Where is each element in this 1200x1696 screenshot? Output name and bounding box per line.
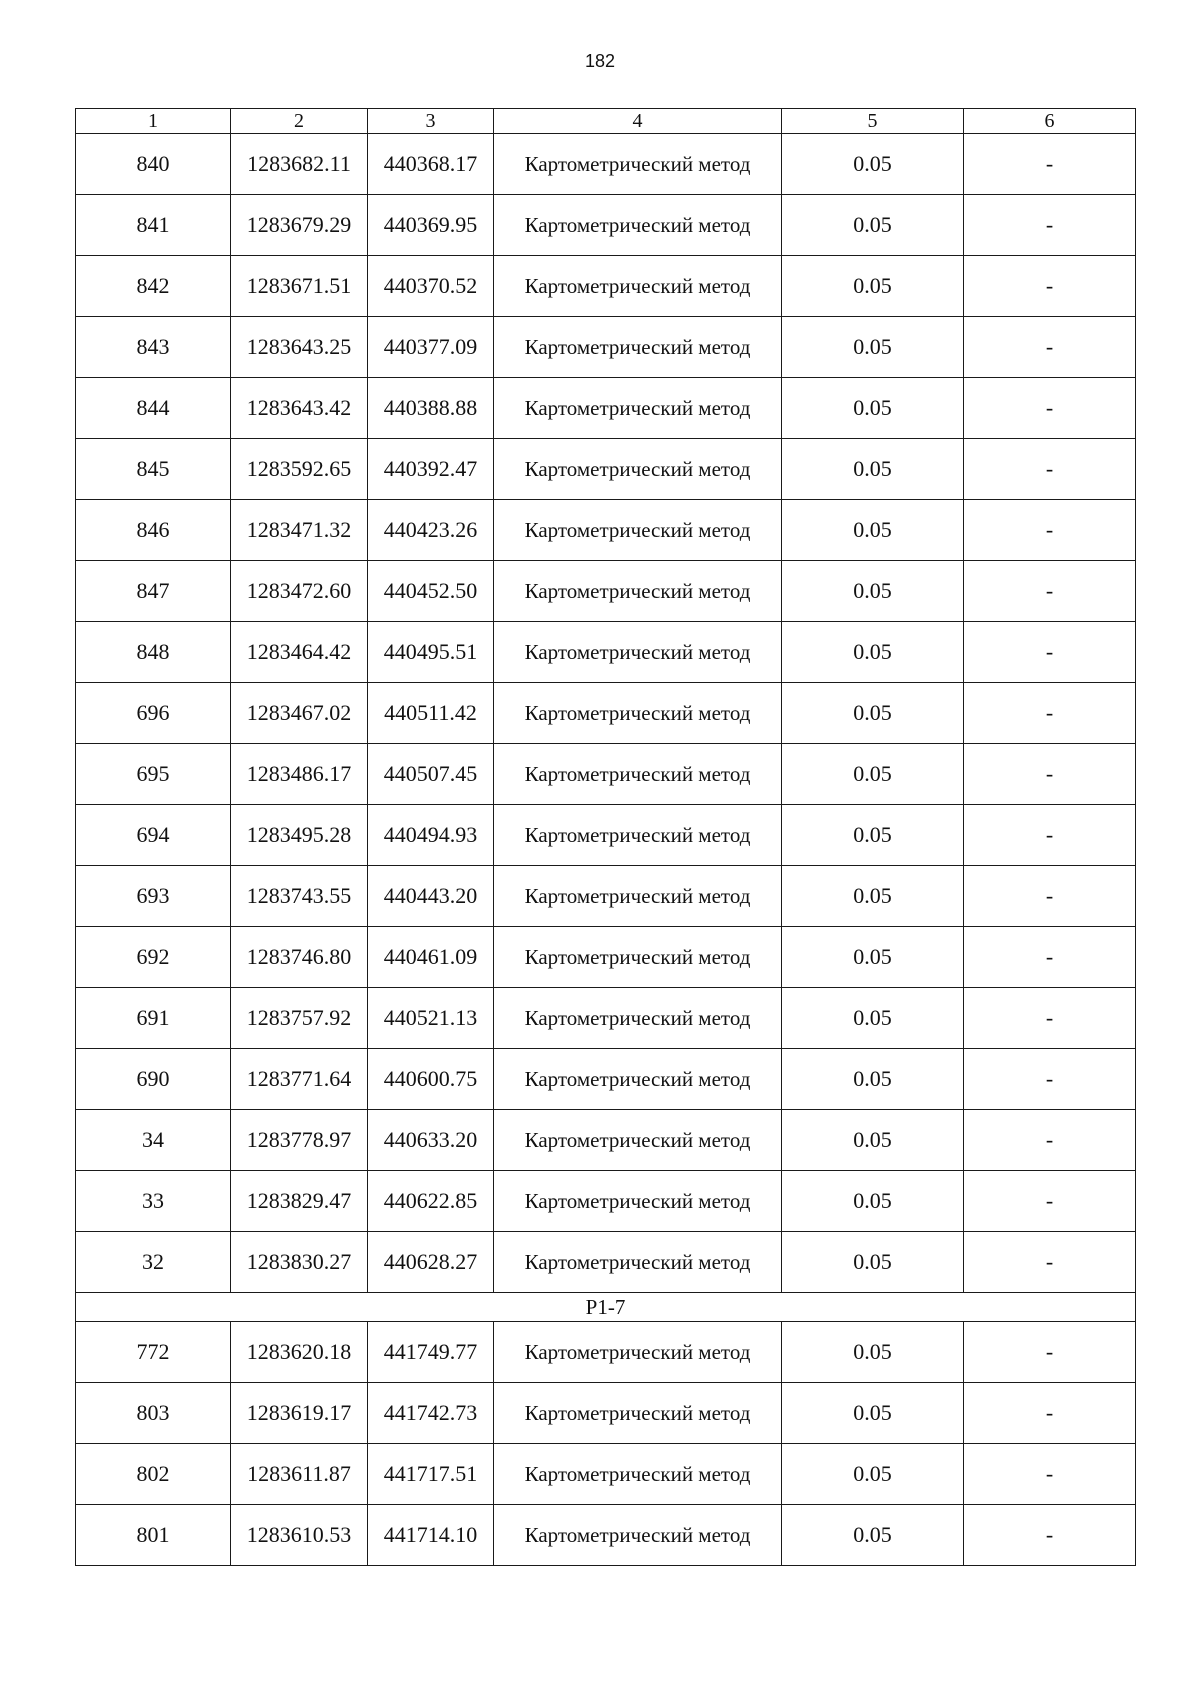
note-cell: - <box>964 683 1136 744</box>
note-cell: - <box>964 1444 1136 1505</box>
method-cell: Картометрический метод <box>494 1444 782 1505</box>
method-cell: Картометрический метод <box>494 1171 782 1232</box>
table-row <box>76 195 1136 256</box>
accuracy-cell: 0.05 <box>782 927 964 988</box>
table-row <box>76 622 1136 683</box>
note-cell: - <box>964 195 1136 256</box>
note-cell: - <box>964 805 1136 866</box>
note-cell: - <box>964 1232 1136 1293</box>
method-cell: Картометрический метод <box>494 1110 782 1171</box>
point-number-cell: 695 <box>76 744 231 805</box>
y-coordinate-cell: 440628.27 <box>368 1232 494 1293</box>
coordinates-table <box>75 108 1136 1566</box>
accuracy-cell: 0.05 <box>782 561 964 622</box>
note-cell: - <box>964 1171 1136 1232</box>
y-coordinate-cell: 440633.20 <box>368 1110 494 1171</box>
y-coordinate-cell: 440388.88 <box>368 378 494 439</box>
method-cell: Картометрический метод <box>494 622 782 683</box>
method-cell: Картометрический метод <box>494 256 782 317</box>
accuracy-cell: 0.05 <box>782 317 964 378</box>
point-number-cell: 843 <box>76 317 231 378</box>
method-cell: Картометрический метод <box>494 439 782 500</box>
method-cell: Картометрический метод <box>494 561 782 622</box>
y-coordinate-cell: 440511.42 <box>368 683 494 744</box>
table-row <box>76 256 1136 317</box>
note-cell: - <box>964 1110 1136 1171</box>
x-coordinate-cell: 1283671.51 <box>231 256 368 317</box>
method-cell: Картометрический метод <box>494 1505 782 1566</box>
accuracy-cell: 0.05 <box>782 683 964 744</box>
table-row <box>76 1110 1136 1171</box>
point-number-cell: 841 <box>76 195 231 256</box>
table-row <box>76 1171 1136 1232</box>
table-row <box>76 1232 1136 1293</box>
accuracy-cell: 0.05 <box>782 500 964 561</box>
accuracy-cell: 0.05 <box>782 1049 964 1110</box>
y-coordinate-cell: 440461.09 <box>368 927 494 988</box>
point-number-cell: 34 <box>76 1110 231 1171</box>
accuracy-cell: 0.05 <box>782 805 964 866</box>
y-coordinate-cell: 440377.09 <box>368 317 494 378</box>
x-coordinate-cell: 1283643.25 <box>231 317 368 378</box>
accuracy-cell: 0.05 <box>782 866 964 927</box>
y-coordinate-cell: 440369.95 <box>368 195 494 256</box>
column-header-6: 6 <box>964 109 1136 134</box>
table-row <box>76 683 1136 744</box>
accuracy-cell: 0.05 <box>782 256 964 317</box>
note-cell: - <box>964 134 1136 195</box>
column-header-5: 5 <box>782 109 964 134</box>
table-row <box>76 744 1136 805</box>
y-coordinate-cell: 440521.13 <box>368 988 494 1049</box>
accuracy-cell: 0.05 <box>782 744 964 805</box>
y-coordinate-cell: 441717.51 <box>368 1444 494 1505</box>
point-number-cell: 690 <box>76 1049 231 1110</box>
method-cell: Картометрический метод <box>494 744 782 805</box>
accuracy-cell: 0.05 <box>782 1171 964 1232</box>
point-number-cell: 801 <box>76 1505 231 1566</box>
x-coordinate-cell: 1283495.28 <box>231 805 368 866</box>
point-number-cell: 693 <box>76 866 231 927</box>
x-coordinate-cell: 1283620.18 <box>231 1322 368 1383</box>
x-coordinate-cell: 1283746.80 <box>231 927 368 988</box>
accuracy-cell: 0.05 <box>782 622 964 683</box>
method-cell: Картометрический метод <box>494 683 782 744</box>
table-row <box>76 805 1136 866</box>
table-row <box>76 439 1136 500</box>
point-number-cell: 847 <box>76 561 231 622</box>
y-coordinate-cell: 440392.47 <box>368 439 494 500</box>
accuracy-cell: 0.05 <box>782 378 964 439</box>
method-cell: Картометрический метод <box>494 134 782 195</box>
x-coordinate-cell: 1283592.65 <box>231 439 368 500</box>
x-coordinate-cell: 1283486.17 <box>231 744 368 805</box>
table-row <box>76 500 1136 561</box>
note-cell: - <box>964 439 1136 500</box>
method-cell: Картометрический метод <box>494 866 782 927</box>
method-cell: Картометрический метод <box>494 1049 782 1110</box>
note-cell: - <box>964 927 1136 988</box>
y-coordinate-cell: 440494.93 <box>368 805 494 866</box>
point-number-cell: 846 <box>76 500 231 561</box>
y-coordinate-cell: 440495.51 <box>368 622 494 683</box>
table-body <box>76 109 1136 1566</box>
table-row <box>76 317 1136 378</box>
x-coordinate-cell: 1283829.47 <box>231 1171 368 1232</box>
table-row <box>76 988 1136 1049</box>
note-cell: - <box>964 1383 1136 1444</box>
point-number-cell: 845 <box>76 439 231 500</box>
column-header-4: 4 <box>494 109 782 134</box>
x-coordinate-cell: 1283472.60 <box>231 561 368 622</box>
y-coordinate-cell: 440443.20 <box>368 866 494 927</box>
accuracy-cell: 0.05 <box>782 988 964 1049</box>
x-coordinate-cell: 1283611.87 <box>231 1444 368 1505</box>
x-coordinate-cell: 1283743.55 <box>231 866 368 927</box>
accuracy-cell: 0.05 <box>782 439 964 500</box>
column-header-2: 2 <box>231 109 368 134</box>
x-coordinate-cell: 1283619.17 <box>231 1383 368 1444</box>
x-coordinate-cell: 1283610.53 <box>231 1505 368 1566</box>
table-row <box>76 927 1136 988</box>
accuracy-cell: 0.05 <box>782 1444 964 1505</box>
note-cell: - <box>964 744 1136 805</box>
table-row <box>76 561 1136 622</box>
point-number-cell: 772 <box>76 1322 231 1383</box>
y-coordinate-cell: 440370.52 <box>368 256 494 317</box>
accuracy-cell: 0.05 <box>782 1505 964 1566</box>
method-cell: Картометрический метод <box>494 988 782 1049</box>
method-cell: Картометрический метод <box>494 1232 782 1293</box>
point-number-cell: 691 <box>76 988 231 1049</box>
x-coordinate-cell: 1283679.29 <box>231 195 368 256</box>
accuracy-cell: 0.05 <box>782 1110 964 1171</box>
x-coordinate-cell: 1283464.42 <box>231 622 368 683</box>
table-row <box>76 1444 1136 1505</box>
page-number: 182 <box>584 51 616 71</box>
x-coordinate-cell: 1283467.02 <box>231 683 368 744</box>
note-cell: - <box>964 256 1136 317</box>
accuracy-cell: 0.05 <box>782 195 964 256</box>
header-row <box>76 109 1136 134</box>
accuracy-cell: 0.05 <box>782 1383 964 1444</box>
point-number-cell: 803 <box>76 1383 231 1444</box>
note-cell: - <box>964 988 1136 1049</box>
note-cell: - <box>964 1322 1136 1383</box>
x-coordinate-cell: 1283757.92 <box>231 988 368 1049</box>
point-number-cell: 840 <box>76 134 231 195</box>
column-header-1: 1 <box>76 109 231 134</box>
y-coordinate-cell: 440622.85 <box>368 1171 494 1232</box>
y-coordinate-cell: 441714.10 <box>368 1505 494 1566</box>
note-cell: - <box>964 866 1136 927</box>
y-coordinate-cell: 441742.73 <box>368 1383 494 1444</box>
note-cell: - <box>964 1505 1136 1566</box>
method-cell: Картометрический метод <box>494 195 782 256</box>
method-cell: Картометрический метод <box>494 805 782 866</box>
table-row <box>76 134 1136 195</box>
x-coordinate-cell: 1283830.27 <box>231 1232 368 1293</box>
point-number-cell: 694 <box>76 805 231 866</box>
point-number-cell: 844 <box>76 378 231 439</box>
table-row <box>76 378 1136 439</box>
y-coordinate-cell: 440507.45 <box>368 744 494 805</box>
note-cell: - <box>964 1049 1136 1110</box>
x-coordinate-cell: 1283771.64 <box>231 1049 368 1110</box>
note-cell: - <box>964 378 1136 439</box>
method-cell: Картометрический метод <box>494 927 782 988</box>
method-cell: Картометрический метод <box>494 500 782 561</box>
point-number-cell: 692 <box>76 927 231 988</box>
table-row <box>76 1505 1136 1566</box>
y-coordinate-cell: 440600.75 <box>368 1049 494 1110</box>
note-cell: - <box>964 622 1136 683</box>
note-cell: - <box>964 317 1136 378</box>
section-row <box>76 1293 1136 1322</box>
y-coordinate-cell: 440368.17 <box>368 134 494 195</box>
accuracy-cell: 0.05 <box>782 1322 964 1383</box>
note-cell: - <box>964 561 1136 622</box>
x-coordinate-cell: 1283682.11 <box>231 134 368 195</box>
x-coordinate-cell: 1283643.42 <box>231 378 368 439</box>
point-number-cell: 842 <box>76 256 231 317</box>
section-label: Р1-7 <box>76 1293 1136 1322</box>
table-row <box>76 1383 1136 1444</box>
table-row <box>76 866 1136 927</box>
column-header-3: 3 <box>368 109 494 134</box>
y-coordinate-cell: 440452.50 <box>368 561 494 622</box>
table-row <box>76 1049 1136 1110</box>
point-number-cell: 848 <box>76 622 231 683</box>
y-coordinate-cell: 441749.77 <box>368 1322 494 1383</box>
method-cell: Картометрический метод <box>494 1383 782 1444</box>
method-cell: Картометрический метод <box>494 378 782 439</box>
method-cell: Картометрический метод <box>494 1322 782 1383</box>
x-coordinate-cell: 1283778.97 <box>231 1110 368 1171</box>
accuracy-cell: 0.05 <box>782 134 964 195</box>
point-number-cell: 32 <box>76 1232 231 1293</box>
table-row <box>76 1322 1136 1383</box>
y-coordinate-cell: 440423.26 <box>368 500 494 561</box>
point-number-cell: 802 <box>76 1444 231 1505</box>
method-cell: Картометрический метод <box>494 317 782 378</box>
x-coordinate-cell: 1283471.32 <box>231 500 368 561</box>
note-cell: - <box>964 500 1136 561</box>
accuracy-cell: 0.05 <box>782 1232 964 1293</box>
point-number-cell: 33 <box>76 1171 231 1232</box>
point-number-cell: 696 <box>76 683 231 744</box>
